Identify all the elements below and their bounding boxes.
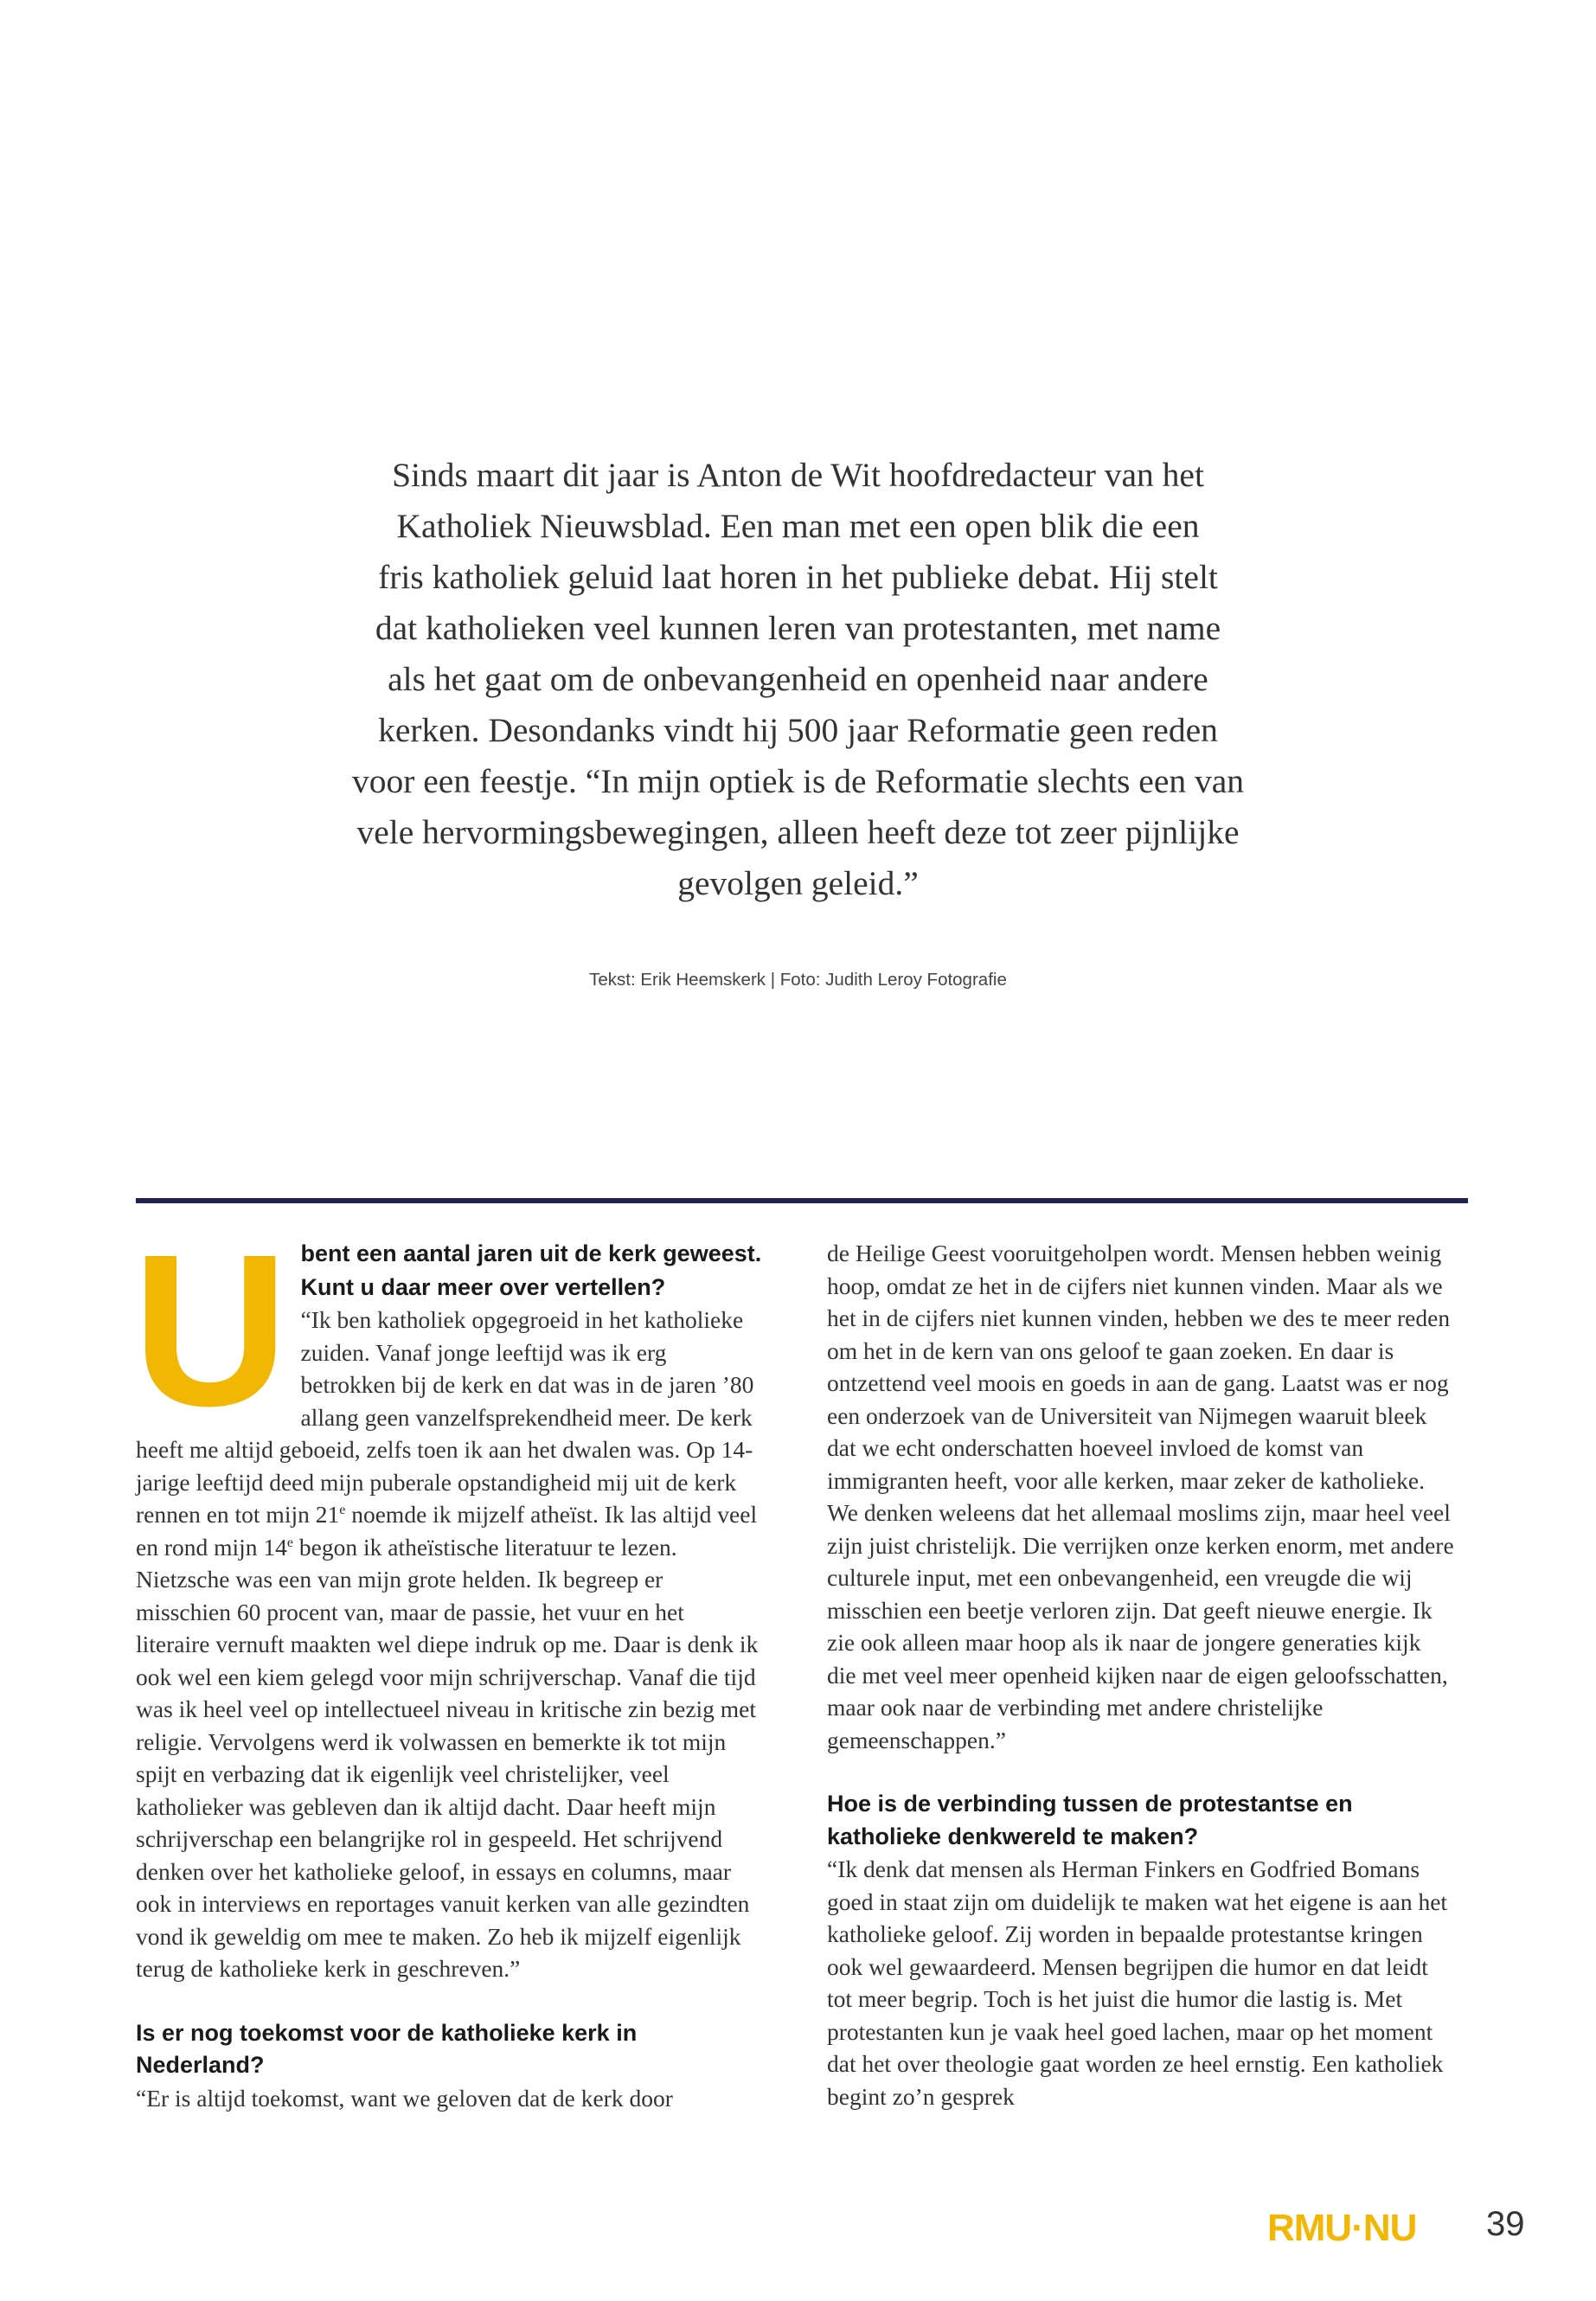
answer-2-start: “Er is altijd toekomst, want we geloven dat de kerk door (136, 2084, 673, 2112)
question-1: bent een aantal jaren uit de kerk geweest. Kunt u daar meer over vertellen? (300, 1240, 762, 1300)
intro-line: Sinds maart dit jaar is Anton de Wit hoofdredacteur van het (392, 456, 1204, 494)
intro-line: Katholiek Nieuwsblad. Een man met een open blik die een (396, 507, 1200, 545)
intro-line: fris katholiek geluid laat horen in het publieke debat. Hij stelt (378, 558, 1218, 596)
answer-3: “Ik denk dat mensen als Herman Finkers en Godfried Bomans goed in staat zijn om duidelijk te maken wat het eigene is aan het katholieke geloof. Zij worden in bepaalde protestantse kringen ook wel gewaardeerd. Mensen begrijpen die humor en dat leidt tot meer begrip. Toch is het juist die humor die lastig is. Met protestanten kun je vaak heel goed lachen, maar op het moment dat het over theologie gaat worden ze heel ernstig. Een katholiek begint zo’n gesprek (827, 1856, 1448, 2110)
drop-cap: U (132, 1209, 289, 1451)
question-3: Hoe is de verbinding tussen de protestantse en katholieke denkwereld te maken? (827, 1791, 1353, 1849)
rmu-nu-logo: RMU·NU (1267, 2207, 1417, 2249)
answer-1-text: “Ik ben katholiek opgegroeid in het katholieke zuiden. Vanaf jonge leeftijd was ik erg betrokken bij de kerk en dat was in de jaren ’80 allang geen vanzelfsprekendheid meer. De kerk heeft me altijd geboeid, zelfs toen ik aan het dwalen was. Op 14-jarige leeftijd deed mijn puberale opstandigheid mij uit de kerk rennen en tot mijn 21 (136, 1306, 754, 1528)
photo-credit: Tekst: Erik Heemskerk | Foto: Judith Leroy Fotografie (589, 970, 1007, 990)
intro-paragraph (285, 450, 1311, 909)
intro-line: gevolgen geleid.” (677, 864, 919, 902)
page-number: 39 (1486, 2205, 1525, 2243)
section-divider (136, 1198, 1468, 1203)
intro-line: kerken. Desondanks vindt hij 500 jaar Reformatie geen reden (378, 711, 1218, 749)
ordinal-superscript: e (286, 1535, 294, 1550)
answer-1-text: noemde ik mijzelf atheïst. Ik las altijd veel en rond mijn 14 (136, 1501, 758, 1561)
question-2: Is er nog toekomst voor de katholieke kerk in Nederland? (136, 2019, 638, 2078)
right-column (827, 1237, 1454, 2112)
ordinal-superscript: e (339, 1502, 346, 1517)
left-column (132, 1209, 763, 2114)
intro-line: als het gaat om de onbevangenheid en openheid naar andere (388, 660, 1208, 698)
intro-line: dat katholieken veel kunnen leren van protestanten, met name (375, 609, 1221, 647)
intro-line: voor een feestje. “In mijn optiek is de Reformatie slechts een van (351, 762, 1245, 800)
answer-1-text: begon ik atheïstische literatuur te lezen. Nietzsche was een van mijn grote helden. Ik begreep er misschien 60 procent van, maar de passie, het vuur en het literaire vernuft maakten wel diepe indruk op me. Daar is denk ik ook wel een kiem gelegd voor mijn schrijverschap. Vanaf die tijd was ik heel veel op intellectueel niveau in kritische zin bezig met religie. Vervolgens werd ik volwassen en bemerkte ik tot mijn spijt en verbazing dat ik eigenlijk veel christelijker, veel katholieker was gebleven dan ik altijd dacht. Daar heeft mijn schrijverschap een belangrijke rol in gespeeld. Het schrijvend denken over het katholieke geloof, in essays en columns, maar ook in interviews en reportages vanuit kerken van alle gezindten vond ik geweldig om mee te maken. Zo heb ik mijzelf eigenlijk terug de katholieke kerk in geschreven.” (136, 1533, 759, 1982)
intro-line: vele hervormingsbewegingen, alleen heeft deze tot zeer pijnlijke (356, 813, 1240, 851)
answer-2-continued: de Heilige Geest vooruitgeholpen wordt. Mensen hebben weinig hoop, omdat ze het in de cijfers niet kunnen vinden. Maar als we het in de cijfers niet kunnen vinden, hebben we des te meer reden om het in de kern van ons geloof te gaan zoeken. En daar is ontzettend veel moois en goeds in aan de gang. Laatst was er nog een onderzoek van de Universiteit van Nijmegen waaruit bleek dat we echt onderschatten hoeveel invloed de komst van immigranten heeft, voor alle kerken, maar zeker de katholieke. We denken weleens dat het allemaal moslims zijn, maar heel veel zijn juist christelijk. Die verrijken onze kerken enorm, met andere culturele input, met een onbevangenheid, een vreugde die wij misschien een beetje verloren zijn. Dat geeft nieuwe energie. Ik zie ook alleen maar hoop als ik naar de jongere generaties kijk die met veel meer openheid kijken naar de eigen geloofsschatten, maar ook naar de verbinding met andere christelijke gemeenschappen.” (827, 1240, 1454, 1753)
